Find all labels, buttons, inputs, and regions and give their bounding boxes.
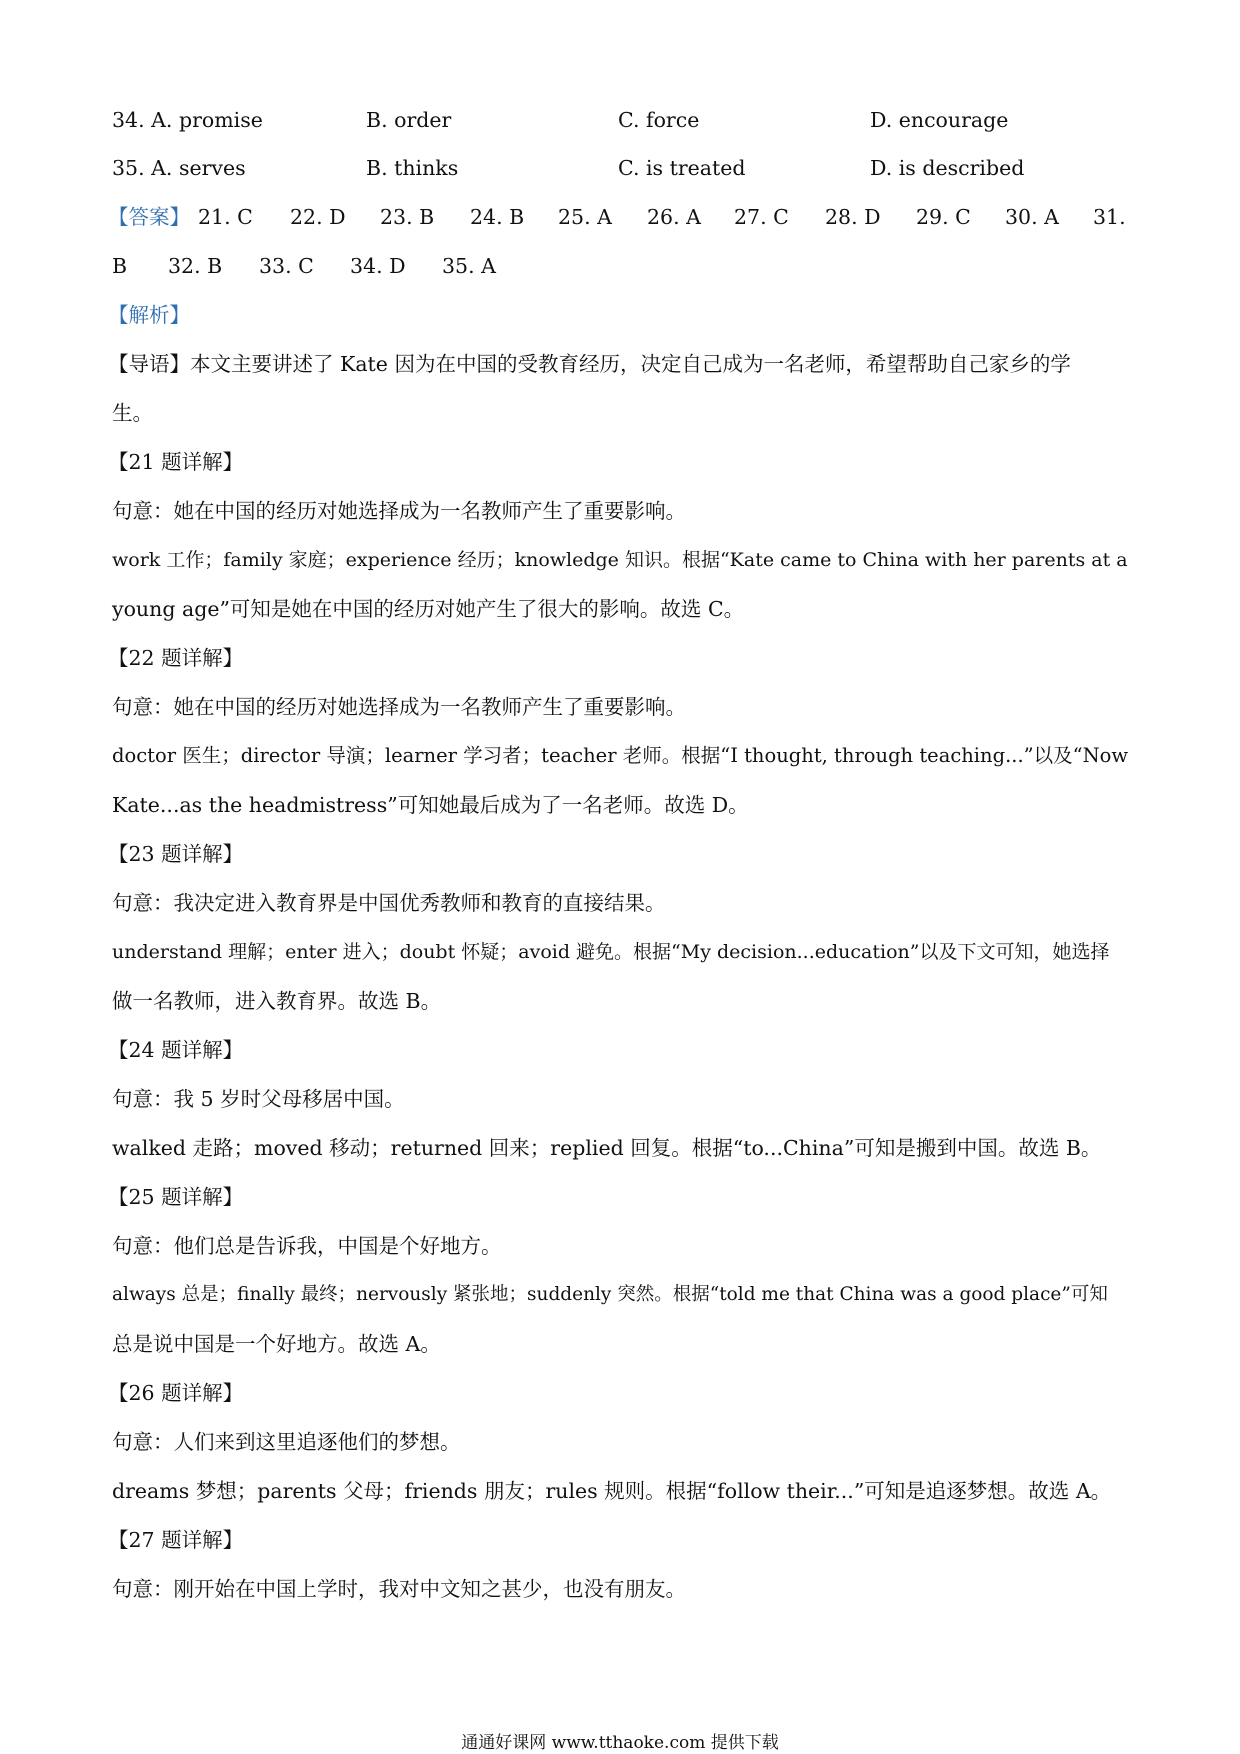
section-explanation-line: Kate...as the headmistress”可知她最后成为了一名老师。故选 D。 <box>112 793 749 817</box>
answer-item: 30. A <box>1005 205 1059 229</box>
answer-item: 24. B <box>470 205 525 229</box>
answer-item: 29. C <box>916 205 971 229</box>
section-heading: 【22 题详解】 <box>108 646 244 670</box>
section-heading: 【24 题详解】 <box>108 1038 244 1062</box>
option-34-c: C. force <box>618 108 700 132</box>
intro-line-2: 生。 <box>112 401 153 425</box>
section-meaning: 句意：她在中国的经历对她选择成为一名教师产生了重要影响。 <box>112 695 686 719</box>
answer-item: 33. C <box>259 254 314 278</box>
answer-item: 23. B <box>380 205 435 229</box>
option-34-a: 34. A. promise <box>112 108 263 132</box>
answer-item: 27. C <box>734 205 789 229</box>
answer-item: 26. A <box>647 205 701 229</box>
section-heading: 【23 题详解】 <box>108 842 244 866</box>
section-explanation-line: dreams 梦想；parents 父母；friends 朋友；rules 规则。根据“follow their...”可知是追逐梦想。故选 A。 <box>112 1479 1112 1503</box>
answer-item: 34. D <box>350 254 406 278</box>
answer-item: 35. A <box>442 254 496 278</box>
section-heading: 【26 题详解】 <box>108 1381 244 1405</box>
section-explanation-line: doctor 医生；director 导演；learner 学习者；teacher 老师。根据“I thought, through teaching...”以及“Now <box>112 744 1129 767</box>
answer-item: B <box>112 254 128 278</box>
answer-item: 31. <box>1093 205 1126 229</box>
section-meaning: 句意：她在中国的经历对她选择成为一名教师产生了重要影响。 <box>112 499 686 523</box>
section-meaning: 句意：我 5 岁时父母移居中国。 <box>112 1087 405 1111</box>
section-explanation-line: 做一名教师，进入教育界。故选 B。 <box>112 989 442 1013</box>
section-meaning: 句意：刚开始在中国上学时，我对中文知之甚少，也没有朋友。 <box>112 1577 686 1601</box>
answer-item: 28. D <box>825 205 881 229</box>
section-meaning: 句意：他们总是告诉我，中国是个好地方。 <box>112 1234 502 1258</box>
option-35-d: D. is described <box>870 156 1025 180</box>
option-35-b: B. thinks <box>366 156 459 180</box>
section-explanation-line: work 工作；family 家庭；experience 经历；knowledge 知识。根据“Kate came to China with her parents at a <box>112 549 1128 571</box>
analysis-label: 【解析】 <box>108 303 190 327</box>
option-35-c: C. is treated <box>618 156 746 180</box>
option-35-a: 35. A. serves <box>112 156 246 180</box>
section-explanation-line: walked 走路；moved 移动；returned 回来；replied 回复。根据“to...China”可知是搬到中国。故选 B。 <box>112 1136 1102 1160</box>
intro-line-1: 【导语】本文主要讲述了 Kate 因为在中国的受教育经历，决定自己成为一名老师，希望帮助自己家乡的学 <box>108 352 1071 376</box>
section-heading: 【25 题详解】 <box>108 1185 244 1209</box>
option-34-b: B. order <box>366 108 452 132</box>
answer-item: 25. A <box>558 205 612 229</box>
answer-item: 32. B <box>168 254 223 278</box>
answer-item: 22. D <box>290 205 346 229</box>
answer-item: 21. C <box>198 205 253 229</box>
section-explanation-line: understand 理解；enter 进入；doubt 怀疑；avoid 避免。根据“My decision...education”以及下文可知，她选择 <box>112 941 1110 963</box>
footer-source: 通通好课网 www.tthaoke.com 提供下载 <box>461 1733 779 1753</box>
section-heading: 【21 题详解】 <box>108 450 244 474</box>
section-meaning: 句意：人们来到这里追逐他们的梦想。 <box>112 1430 461 1454</box>
option-34-d: D. encourage <box>870 108 1009 132</box>
section-explanation-line: 总是说中国是一个好地方。故选 A。 <box>112 1332 441 1356</box>
section-explanation-line: young age”可知是她在中国的经历对她产生了很大的影响。故选 C。 <box>112 597 745 621</box>
answer-label: 【答案】 <box>108 205 190 229</box>
section-heading: 【27 题详解】 <box>108 1528 244 1552</box>
section-meaning: 句意：我决定进入教育界是中国优秀教师和教育的直接结果。 <box>112 891 666 915</box>
section-explanation-line: always 总是；finally 最终；nervously 紧张地；suddenly 突然。根据“told me that China was a good place”可知 <box>112 1284 1108 1305</box>
